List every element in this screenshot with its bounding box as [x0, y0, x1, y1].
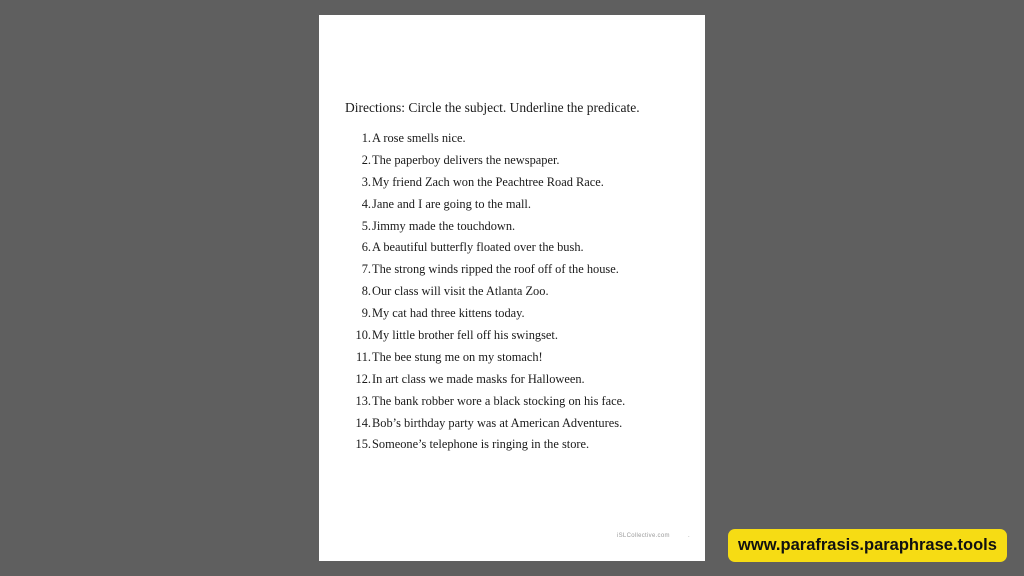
item-number: 9. — [361, 306, 371, 321]
list-item — [339, 434, 625, 456]
item-sentence: My friend Zach won the Peachtree Road Race. — [372, 174, 604, 189]
item-number: 12. — [355, 371, 371, 386]
item-sentence: My cat had three kittens today. — [372, 306, 525, 321]
watermark-text: www.parafrasis.paraphrase.tools — [738, 536, 997, 554]
list-item — [339, 128, 625, 150]
item-sentence: Jimmy made the touchdown. — [372, 218, 516, 233]
item-number: 4. — [361, 196, 371, 211]
list-item — [339, 281, 625, 303]
list-item — [339, 413, 625, 435]
item-number: 8. — [361, 284, 371, 299]
list-item — [339, 369, 625, 391]
item-sentence: Jane and I are going to the mall. — [372, 196, 531, 211]
item-sentence: Someone’s telephone is ringing in the store. — [372, 437, 590, 452]
item-number: 3. — [361, 174, 371, 189]
directions-text: Directions: Circle the subject. Underline the predicate. — [345, 100, 640, 115]
item-sentence: A beautiful butterfly floated over the bush. — [372, 240, 584, 255]
item-number: 11. — [355, 349, 371, 364]
list-item — [339, 303, 625, 325]
footer-credit: iSLCollective.com — [617, 533, 670, 539]
list-item — [339, 391, 625, 413]
item-number: 6. — [361, 240, 371, 255]
list-item — [339, 216, 625, 238]
item-sentence: The bee stung me on my stomach! — [372, 349, 543, 364]
item-sentence: My little brother fell off his swingset. — [372, 328, 558, 343]
item-sentence: The strong winds ripped the roof off of the house. — [372, 262, 619, 277]
item-sentence: The paperboy delivers the newspaper. — [372, 152, 560, 167]
item-number: 7. — [361, 262, 371, 277]
item-number: 14. — [355, 415, 371, 430]
item-number: 2. — [361, 152, 371, 167]
list-item — [339, 172, 625, 194]
item-number: 13. — [355, 393, 371, 408]
item-sentence: Bob’s birthday party was at American Adventures. — [372, 415, 623, 430]
list-item — [339, 150, 625, 172]
list-item — [339, 194, 625, 216]
list-item — [339, 325, 625, 347]
item-number: 5. — [361, 218, 371, 233]
item-number: 15. — [355, 437, 371, 452]
sentence-list — [339, 128, 625, 456]
list-item — [339, 259, 625, 281]
list-item — [339, 237, 625, 259]
item-number: 1. — [361, 131, 371, 145]
item-sentence: A rose smells nice. — [372, 131, 466, 145]
worksheet-page — [319, 15, 705, 561]
item-sentence: The bank robber wore a black stocking on his face. — [372, 393, 626, 408]
item-sentence: In art class we made masks for Halloween. — [372, 371, 585, 386]
item-sentence: Our class will visit the Atlanta Zoo. — [372, 284, 549, 299]
item-number: 10. — [355, 328, 371, 343]
watermark-badge — [728, 529, 1007, 562]
footer-dot: . — [688, 533, 690, 539]
list-item — [339, 347, 625, 369]
